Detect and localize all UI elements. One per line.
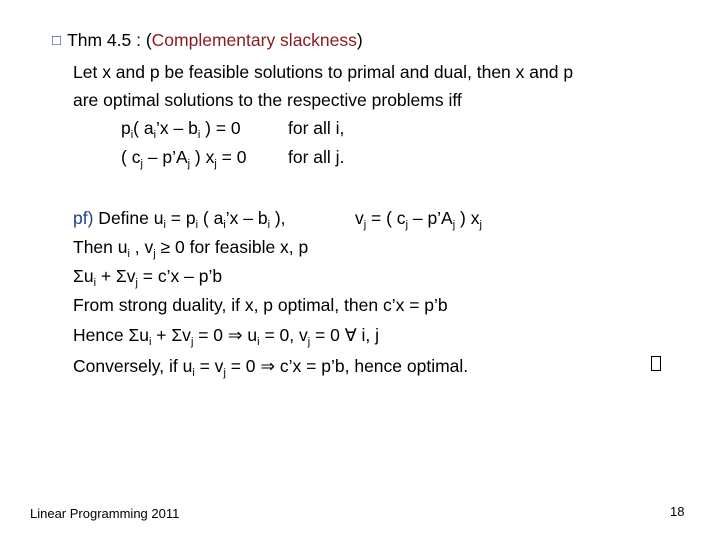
pf5-plus: + Σv [151,325,191,345]
pf6-eq: = v [194,356,224,376]
bullet-icon: □ [52,32,62,49]
cond1-rest: ’x – b [156,118,198,138]
condition-2 [121,146,246,168]
pf5-sub-j-2: j [307,335,311,348]
cond2-close: ) x [190,147,215,167]
statement-line-1: Let x and p be feasible solutions to primal and dual, then x and p [73,62,574,82]
proof-line-6 [73,355,468,377]
pf1-x: ’x – b [225,208,268,228]
pf6-sub-i: i [192,366,195,379]
pf1-sub-i: i [163,218,166,231]
pf3-plus: + Σv [95,266,136,286]
proof-line-2 [73,236,308,258]
cond1-sub-i-3: i [197,128,201,141]
pf5-sub-i: i [149,335,152,348]
pf2-sub-i: i [127,247,130,260]
pf1-sub-j: j [363,218,367,231]
cond2-sub-j-2: j [187,157,191,170]
pf2-comma: , v [129,237,154,257]
slide-title [52,29,363,53]
pf5-sub-i-2: i [257,335,260,348]
cond1-a: ( a [133,118,154,138]
pf1-sub-i-3: i [223,218,226,231]
pf6-rest: = 0 ⇒ c’x = p’b, hence optimal. [225,356,469,376]
pf1-mid: – p’A [407,208,453,228]
condition-1 [121,117,241,139]
qed-icon [651,356,661,371]
cond2-eq: = 0 [216,147,247,167]
pf1-define: Define u [93,208,164,228]
proof-line-3 [73,265,222,287]
pf1-close2: ) x [455,208,480,228]
pf1-eq1: = p [165,208,196,228]
proof-line-1 [73,207,286,229]
condition-1-for: for all i, [288,118,345,138]
proof-line-4: From strong duality, if x, p optimal, then c’x = p’b [73,295,448,315]
condition-2-for: for all j. [288,147,345,167]
pf1-sub-i-2: i [195,218,199,231]
pf1-sub-j-2: j [405,218,408,231]
pf2-text: Then u [73,237,128,257]
pf6-conv: Conversely, if u [73,356,193,376]
pf5-forall: = 0 ∀ i, j [310,325,380,345]
pf2-sub-j: j [153,247,156,260]
pf5-eq2: = 0, v [259,325,308,345]
cond2-open: ( c [121,147,141,167]
cond1-sub-i: i [130,128,134,141]
pf1-sub-i-4: i [267,218,270,231]
footer-text: Linear Programming 2011 [30,506,180,521]
pf3-sigma1: Σu [73,266,94,286]
cond1-p: p [121,118,131,138]
pf1-a: ( a [198,208,224,228]
cond2-sub-j: j [140,157,143,170]
pf3-sub-j: j [135,276,138,289]
pf1-close: ), [269,208,286,228]
pf1-v: v [355,208,364,228]
pf1-eq2: = ( c [366,208,406,228]
pf5-sub-j: j [190,335,194,348]
pf5-eq: = 0 ⇒ u [193,325,258,345]
statement-line-2: are optimal solutions to the respective problems iff [73,90,462,110]
pf3-rest: = c’x – p’b [137,266,223,286]
pf5-hence: Hence Σu [73,325,149,345]
title-highlight: Complementary slackness [151,30,357,50]
pf2-rest: ≥ 0 for feasible x, p [155,237,309,257]
page-number: 18 [670,504,685,519]
proof-line-5 [73,324,379,346]
title-paren-open: ( [145,30,152,50]
cond1-sub-i-2: i [153,128,157,141]
pf3-sub-i: i [93,276,96,289]
title-paren-close: ) [356,30,363,50]
proof-label: pf) [73,208,94,228]
pf1-sub-j-3: j [452,218,456,231]
pf1-sub-j-4: j [479,218,482,231]
cond1-close: ) = 0 [200,118,241,138]
cond2-sub-j-3: j [214,157,217,170]
pf6-sub-j: j [223,366,226,379]
cond2-mid: – p’A [142,147,188,167]
title-prefix: Thm 4.5 : [67,30,146,50]
proof-line-1-v [355,207,482,229]
